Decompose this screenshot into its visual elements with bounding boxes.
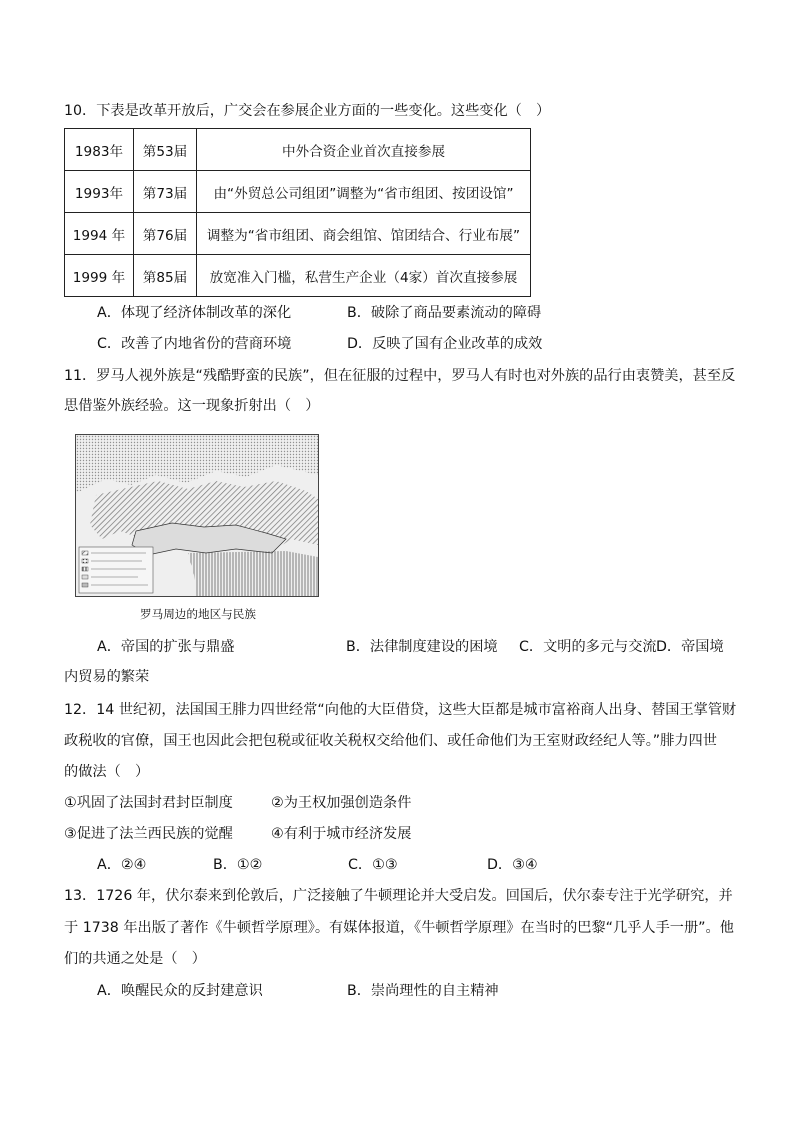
table-cell: 第85届 xyxy=(134,255,197,297)
q13-stem-line2: 于 1738 年出版了著作《牛顿哲学原理》。有媒体报道，《牛顿哲学原理》在当时的巴黎“几乎人手一册”。他 xyxy=(64,920,734,936)
q11-stem-line2: 思借鉴外族经验。这一现象折射出（ ） xyxy=(64,398,320,414)
table-row xyxy=(65,255,531,297)
q12-option-c: C．①③ xyxy=(348,857,398,873)
q12-option-b: B．①② xyxy=(213,857,263,873)
table-cell: 调整为“省市组团、商会组馆、馆团结合、行业布展” xyxy=(197,213,531,255)
table-cell: 中外合资企业首次直接参展 xyxy=(197,129,531,171)
q10-option-d: D．反映了国有企业改革的成效 xyxy=(347,336,543,352)
q11-option-b: B．法律制度建设的困境 xyxy=(346,639,498,655)
q12-item-1: ①巩固了法国封君封臣制度 xyxy=(64,795,233,811)
table-row xyxy=(65,171,531,213)
q13-option-b: B．崇尚理性的自主精神 xyxy=(347,983,499,999)
table-row xyxy=(65,213,531,255)
q13-stem-line3: 们的共通之处是（ ） xyxy=(64,951,206,967)
q12-stem-line2: 政税收的官僚，国王也因此会把包税或征收关税权交给他们、或任命他们为王室财政经纪人等。”腓力四世 xyxy=(64,733,717,749)
q11-option-a: A．帝国的扩张与鼎盛 xyxy=(97,639,235,655)
q12-item-2: ②为王权加强创造条件 xyxy=(271,795,412,811)
q10-table xyxy=(64,128,531,297)
q13-stem-line1: 13．1726 年，伏尔泰来到伦敦后，广泛接触了牛顿理论并大受启发。回国后，伏尔泰专注于光学研究，并 xyxy=(64,888,733,904)
table-cell: 第73届 xyxy=(134,171,197,213)
roman-map-image xyxy=(75,434,319,597)
q12-item-3: ③促进了法兰西民族的觉醒 xyxy=(64,826,233,842)
table-cell: 由“外贸总公司组团”调整为“省市组团、按团设馆” xyxy=(197,171,531,213)
table-cell: 放宽准入门槛，私营生产企业（4家）首次直接参展 xyxy=(197,255,531,297)
table-cell: 第76届 xyxy=(134,213,197,255)
q12-option-a: A．②④ xyxy=(97,857,147,873)
q12-stem-line3: 的做法（ ） xyxy=(64,764,150,780)
q12-option-d: D．③④ xyxy=(487,857,538,873)
q10-option-c: C．改善了内地省份的营商环境 xyxy=(97,336,292,352)
table-row xyxy=(65,129,531,171)
q10-option-b: B．破除了商品要素流动的障碍 xyxy=(347,305,542,321)
q10-stem: 10．下表是改革开放后，广交会在参展企业方面的一些变化。这些变化（ ） xyxy=(64,103,551,119)
table-cell: 第53届 xyxy=(134,129,197,171)
q12-item-4: ④有利于城市经济发展 xyxy=(271,826,412,842)
q10-option-a: A．体现了经济体制改革的深化 xyxy=(97,305,292,321)
q11-option-d-continued: 内贸易的繁荣 xyxy=(64,669,150,685)
table-cell: 1993年 xyxy=(65,171,134,213)
map-illustration xyxy=(76,435,318,596)
q12-stem-line1: 12．14 世纪初，法国国王腓力四世经常“向他的大臣借贷，这些大臣都是城市富裕商人出身、替国王掌管财 xyxy=(64,702,737,718)
table-cell: 1983年 xyxy=(65,129,134,171)
q11-option-d: D．帝国境 xyxy=(656,639,724,655)
table-cell: 1994 年 xyxy=(65,213,134,255)
q11-stem-line1: 11．罗马人视外族是“残酷野蛮的民族”，但在征服的过程中，罗马人有时也对外族的品行由衷赞美，甚至反 xyxy=(64,368,736,384)
q11-option-c: C．文明的多元与交流 xyxy=(519,639,657,655)
table-cell: 1999 年 xyxy=(65,255,134,297)
q13-option-a: A．唤醒民众的反封建意识 xyxy=(97,983,263,999)
map-caption: 罗马周边的地区与民族 xyxy=(140,607,256,621)
